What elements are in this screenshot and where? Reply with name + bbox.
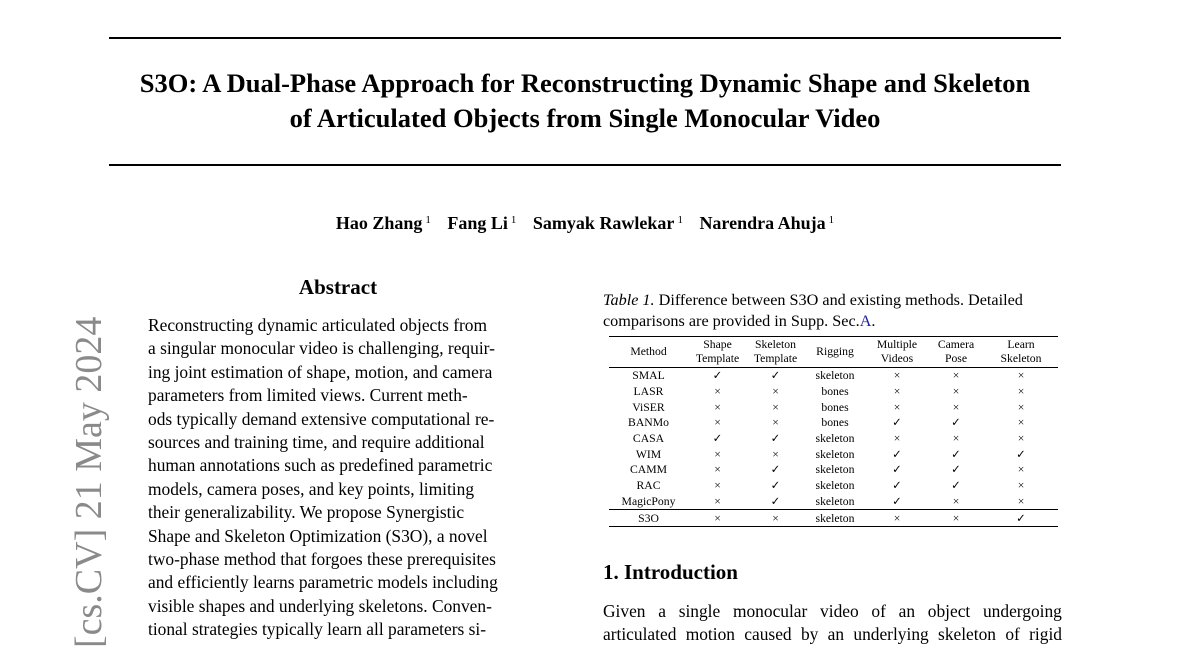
word: by	[800, 624, 819, 645]
table-cell: ×	[1017, 369, 1025, 383]
col-header-learn-skeleton: Learn Skeleton	[984, 337, 1058, 368]
table-cell: ×	[893, 369, 901, 383]
comparison-table	[609, 336, 1058, 527]
paper-title	[100, 66, 1070, 136]
table-row	[609, 368, 1058, 384]
method-cell: RAC	[636, 479, 661, 493]
table-cell: ×	[893, 432, 901, 446]
method-cell: ViSER	[632, 400, 665, 414]
introduction-line	[603, 600, 1062, 623]
table-cell: ✓	[712, 432, 723, 446]
table-cell: ×	[772, 447, 779, 461]
word: an	[827, 624, 845, 645]
introduction-heading: 1. Introduction	[603, 560, 738, 584]
author	[336, 213, 431, 233]
method-cell: WIM	[635, 447, 662, 461]
table-row	[609, 384, 1058, 400]
table-cell: ×	[952, 369, 960, 383]
word: of	[871, 601, 886, 621]
table-caption-label: Table 1.	[603, 291, 655, 309]
title-line: S3O: A Dual-Phase Approach for Reconstructing Dynamic Shape and Skeleton	[139, 68, 1031, 98]
table-cell: skeleton	[815, 463, 855, 477]
abstract-line: visible shapes and underlying skeletons. Conven-	[148, 595, 492, 616]
abstract-heading: Abstract	[298, 275, 378, 299]
table-cell: ✓	[892, 416, 902, 430]
table-cell: ✓	[1016, 447, 1026, 461]
table-cell: ✓	[951, 463, 961, 477]
table-caption-end: .	[871, 312, 876, 330]
table-row	[609, 415, 1058, 431]
table-cell: skeleton	[815, 479, 855, 493]
word: rigid	[1029, 624, 1062, 645]
table-cell: ×	[928, 510, 984, 527]
supp-section-link[interactable]: A	[859, 312, 872, 330]
word: caused	[744, 624, 792, 645]
word: skeleton	[938, 624, 997, 645]
abstract-line: human annotations such as predefined parametric	[148, 455, 493, 476]
table-cell: bones	[821, 416, 849, 430]
author	[699, 213, 834, 233]
col-header-shape-template: Shape Template	[688, 337, 747, 368]
table-cell: ✓	[770, 479, 781, 493]
table-cell: ×	[714, 494, 721, 508]
table-cell: skeleton	[815, 447, 855, 461]
author-name: Samyak Rawlekar	[532, 213, 675, 233]
word: underlying	[853, 624, 929, 645]
abstract-line: a singular monocular video is challenging, requir-	[148, 338, 495, 359]
table-cell: ✓	[984, 510, 1058, 527]
table-cell: bones	[821, 400, 849, 414]
word: monocular	[732, 601, 808, 621]
word: articulated	[603, 624, 677, 645]
table-cell: ×	[1017, 416, 1025, 430]
table-row	[609, 462, 1058, 478]
method-cell: CASA	[632, 432, 665, 446]
abstract-line: Shape and Skeleton Optimization (S3O), a novel	[148, 525, 488, 546]
table-cell: skeleton	[815, 494, 855, 508]
col-header-skeleton-template: Skeleton Template	[747, 337, 804, 368]
table-cell: ×	[1017, 432, 1025, 446]
col-header-method: Method	[609, 337, 688, 368]
table-cell: ×	[714, 416, 721, 430]
method-cell: CAMM	[629, 463, 668, 477]
title-line: of Articulated Objects from Single Monocular Video	[289, 103, 881, 133]
author-name: Hao Zhang	[335, 213, 423, 233]
author-name: Fang Li	[447, 213, 508, 233]
table-cell: ×	[772, 385, 779, 399]
table-cell: ✓	[770, 494, 781, 508]
abstract-line: and efficiently learns parametric models including	[148, 572, 498, 593]
table-cell: ×	[1017, 385, 1025, 399]
table-caption-text: Difference between S3O and existing methods. Detailed comparisons are provided in Supp. Sec.	[603, 291, 1023, 330]
table-cell: ×	[1017, 463, 1025, 477]
method-cell: LASR	[633, 385, 664, 399]
title-bottom-rule	[109, 164, 1061, 166]
table-row	[609, 399, 1058, 415]
arxiv-stamp-text: [cs.CV] 21 May 2024	[68, 316, 110, 648]
abstract-line: sources and training time, and require additional	[148, 432, 485, 453]
method-cell: BANMo	[628, 416, 669, 430]
author-list	[100, 208, 1070, 235]
table-cell: ✓	[892, 494, 902, 508]
table-cell: skeleton	[804, 510, 866, 527]
table-row	[609, 431, 1058, 447]
word: undergoing	[982, 601, 1062, 621]
table-cell: ×	[952, 400, 960, 414]
word: object	[927, 601, 971, 621]
table-cell: ✓	[892, 463, 902, 477]
table-cell: ×	[1017, 494, 1025, 508]
method-cell: SMAL	[632, 369, 665, 383]
introduction-body	[603, 600, 1062, 647]
table-cell: ✓	[892, 479, 902, 493]
table-cell: ×	[714, 447, 721, 461]
author-affiliation: 1	[828, 214, 835, 226]
table-cell: skeleton	[815, 369, 855, 383]
abstract-line: ods typically demand extensive computational re-	[148, 408, 495, 429]
table-cell: ×	[747, 510, 804, 527]
abstract-line: ing joint estimation of shape, motion, and camera	[148, 361, 493, 382]
table-cell: ×	[714, 385, 721, 399]
table-cell: ✓	[892, 447, 902, 461]
table-cell: ✓	[770, 369, 781, 383]
table-cell: ✓	[712, 369, 723, 383]
author-name: Narendra Ahuja	[699, 213, 826, 233]
table-cell: ×	[772, 400, 779, 414]
col-header-camera-pose: Camera Pose	[928, 337, 984, 368]
method-cell: MagicPony	[621, 494, 676, 508]
table-cell: ×	[866, 510, 928, 527]
abstract-line: models, camera poses, and key points, limiting	[148, 478, 475, 499]
table-cell: ×	[1017, 479, 1025, 493]
table-header-row	[609, 337, 1058, 368]
table-row	[609, 494, 1058, 510]
table-cell: ×	[688, 510, 747, 527]
author-affiliation: 1	[425, 214, 431, 226]
author-affiliation: 1	[510, 214, 517, 226]
table-cell: ×	[772, 416, 779, 430]
table-cell: ×	[893, 400, 901, 414]
method-cell: S3O	[609, 510, 688, 527]
table-row	[609, 446, 1058, 462]
table-row-ours	[609, 510, 1058, 527]
table-cell: ×	[714, 400, 721, 414]
author	[447, 213, 516, 233]
table-cell: ×	[893, 385, 901, 399]
col-header-rigging: Rigging	[804, 337, 866, 368]
table-cell: ✓	[951, 479, 961, 493]
word: an	[898, 601, 916, 621]
table-row	[609, 478, 1058, 494]
abstract-line: tional strategies typically learn all parameters si-	[148, 619, 487, 640]
word: of	[1005, 624, 1020, 645]
table-cell: ✓	[770, 463, 781, 477]
table-cell: skeleton	[815, 432, 855, 446]
word: motion	[685, 624, 735, 645]
table-cell: bones	[821, 385, 849, 399]
table-cell: ×	[714, 463, 721, 477]
title-top-rule	[109, 37, 1061, 39]
table-cell: ✓	[951, 416, 961, 430]
word: video	[820, 601, 859, 621]
abstract-line: parameters from limited views. Current meth-	[148, 385, 468, 406]
word: single	[678, 601, 721, 621]
arxiv-side-stamp	[26, 290, 110, 648]
table-cell: ✓	[951, 447, 961, 461]
abstract-line: Reconstructing dynamic articulated objects from	[148, 315, 488, 335]
abstract-line: two-phase method that forgoes these prerequisites	[148, 549, 496, 570]
author-affiliation: 1	[677, 214, 683, 226]
word: Given	[603, 601, 646, 621]
table-cell: ×	[952, 432, 960, 446]
word: a	[658, 601, 666, 621]
abstract-body	[148, 314, 529, 642]
table-cell: ×	[952, 494, 960, 508]
abstract-line: their generalizability. We propose Synergistic	[148, 502, 465, 523]
author	[533, 213, 683, 233]
table-cell: ×	[952, 385, 960, 399]
col-header-multiple-videos: Multiple Videos	[866, 337, 928, 368]
introduction-line	[603, 623, 1062, 646]
table-cell: ✓	[770, 432, 781, 446]
table-cell: ×	[714, 479, 721, 493]
table-cell: ×	[1017, 400, 1025, 414]
table-caption	[603, 290, 1063, 332]
